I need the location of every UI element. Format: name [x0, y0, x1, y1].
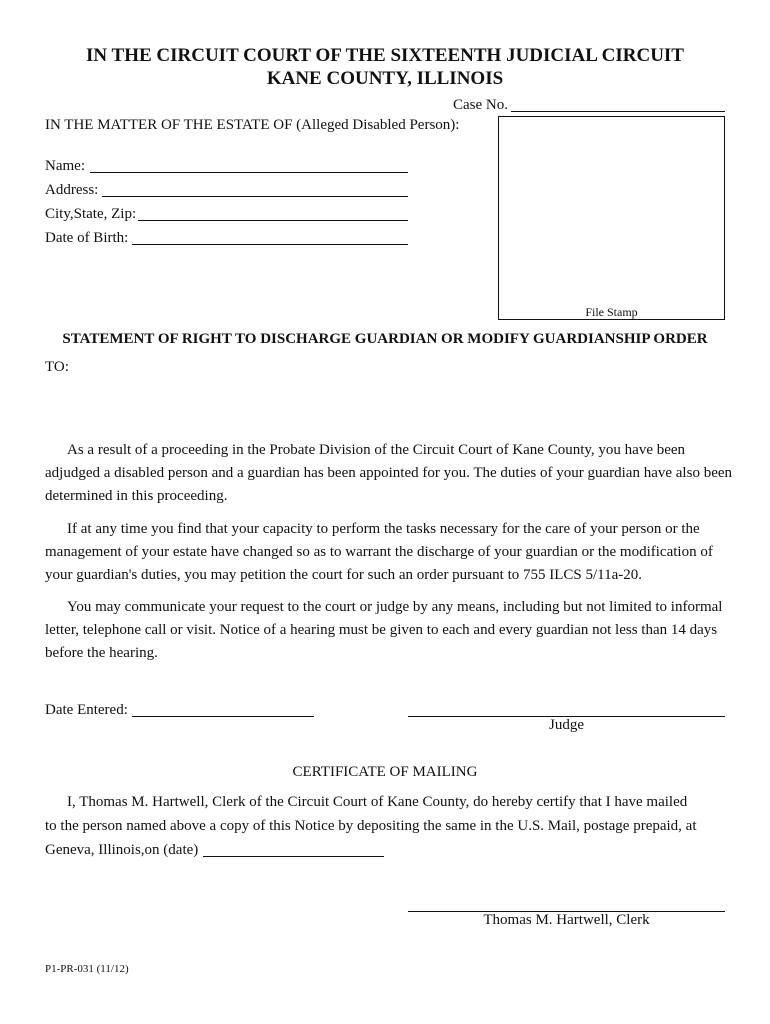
address-field[interactable]	[102, 196, 408, 197]
mailing-date-field[interactable]	[203, 856, 384, 857]
statement-heading: STATEMENT OF RIGHT TO DISCHARGE GUARDIAN OR MODIFY GUARDIANSHIP ORDER	[62, 331, 708, 347]
paragraph-text: As a result of a proceeding in the Probate Division of the Circuit Court of Kane County, you have been adjudged a disabled person and a guardian has been appointed for you. The duties of your guardian have also been determined in this proceeding.	[45, 442, 733, 504]
estate-matter-label: IN THE MATTER OF THE ESTATE OF (Alleged Disabled Person):	[45, 117, 460, 133]
certificate-line-1: I, Thomas M. Hartwell, Clerk of the Circuit Court of Kane County, do hereby certify that I have mailed	[67, 794, 688, 810]
file-stamp-box	[498, 116, 725, 320]
date-of-birth-field[interactable]	[132, 244, 408, 245]
paragraph-capacity-change	[45, 518, 735, 587]
judge-label: Judge	[549, 717, 584, 733]
city-state-zip-label: City,State, Zip:	[45, 206, 137, 222]
date-entered-label: Date Entered:	[45, 702, 128, 718]
date-entered-field[interactable]	[132, 716, 314, 717]
address-label: Address:	[45, 182, 99, 198]
paragraph-text: You may communicate your request to the court or judge by any means, including but not limited to informal letter, telephone call or visit. Notice of a hearing must be given to each and every guardian not less than 14 days before the hearing.	[45, 599, 723, 661]
city-state-zip-field[interactable]	[138, 220, 408, 221]
name-field[interactable]	[90, 172, 408, 173]
to-label: TO:	[45, 359, 69, 375]
paragraph-text: If at any time you find that your capacity to perform the tasks necessary for the care of your person or the management of your estate have changed so as to warrant the discharge of your guardian or the modification of your guardian's duties, you may petition the court for such an order pursuant to 755 ILCS 5/11a-20.	[45, 521, 713, 583]
case-number-field[interactable]	[511, 111, 725, 112]
date-of-birth-label: Date of Birth:	[45, 230, 129, 246]
certificate-line-3: Geneva, Illinois,on (date)	[45, 842, 199, 858]
name-label: Name:	[45, 158, 85, 174]
case-number-label: Case No.	[453, 97, 508, 113]
form-id: P1-PR-031 (11/12)	[45, 963, 129, 975]
clerk-label: Thomas M. Hartwell, Clerk	[483, 912, 650, 928]
certificate-line-2: to the person named above a copy of this Notice by depositing the same in the U.S. Mail, postage prepaid, at	[45, 818, 697, 834]
certificate-heading: CERTIFICATE OF MAILING	[292, 764, 478, 780]
paragraph-disabled-person	[45, 439, 735, 508]
file-stamp-label: File Stamp	[585, 305, 638, 319]
court-title: IN THE CIRCUIT COURT OF THE SIXTEENTH JUDICIAL CIRCUIT	[86, 45, 684, 66]
county-title: KANE COUNTY, ILLINOIS	[266, 68, 504, 89]
paragraph-communication	[45, 596, 735, 665]
